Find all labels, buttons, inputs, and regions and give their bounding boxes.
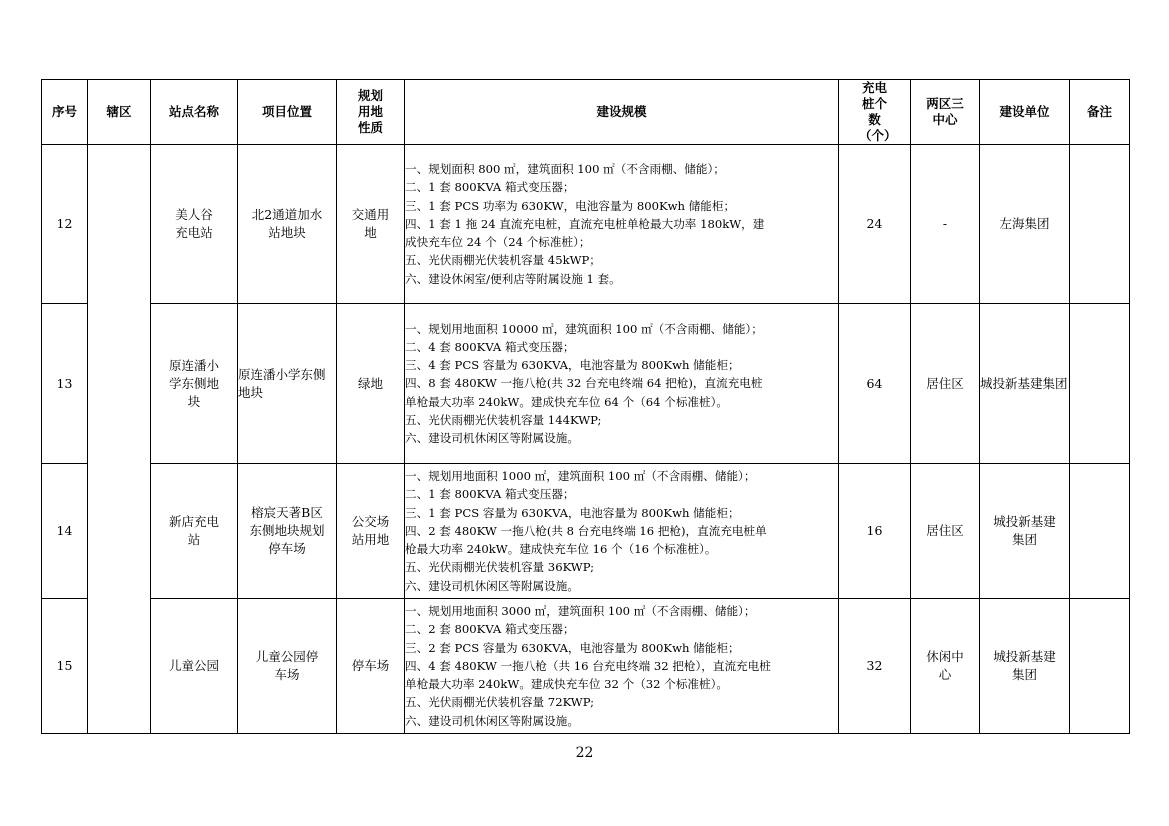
cell-piles: 64 [839, 304, 911, 464]
scale-line: 五、光伏雨棚光伏装机容量 45kWP； [405, 253, 601, 268]
cell-location: 儿童公园停车场 [238, 599, 337, 734]
cell-location: 榕宸天著B区东侧地块规划停车场 [238, 464, 337, 599]
cell-landuse: 交通用地 [337, 145, 405, 304]
scale-line: 五、光伏雨棚光伏装机容量 72KWP; [405, 695, 595, 710]
scale-line: 四、8 套 480KW 一拖八枪(共 32 台充电终端 64 把枪)，直流充电桩 [405, 376, 763, 391]
cell-seq: 13 [42, 304, 88, 464]
scale-line: 四、4 套 480KW 一拖八枪（共 16 台充电终端 32 把枪），直流充电桩 [405, 658, 771, 673]
header-scale: 建设规模 [405, 80, 839, 145]
cell-station: 原连潘小学东侧地块 [151, 304, 238, 464]
cell-remarks [1070, 599, 1130, 734]
scale-line: 六、建设休闲室/便利店等附属设施 1 套。 [405, 271, 621, 286]
scale-line: 五、光伏雨棚光伏装机容量 36KWP; [405, 560, 595, 575]
station-table [41, 79, 1130, 734]
scale-line: 六、建设司机休闲区等附属设施。 [405, 578, 579, 593]
cell-center: 居住区 [911, 304, 980, 464]
cell-remarks [1070, 304, 1130, 464]
scale-line: 成快充车位 24 个（24 个标准桩）； [405, 235, 591, 250]
scale-line: 一、规划面积 800 ㎡，建筑面积 100 ㎡（不含雨棚、储能）； [405, 162, 725, 177]
cell-scale [405, 599, 839, 734]
scale-line: 二、2 套 800KVA 箱式变压器； [405, 622, 575, 637]
scale-line: 二、4 套 800KVA 箱式变压器； [405, 339, 575, 354]
cell-district [88, 145, 151, 734]
cell-center: 休闲中心 [911, 599, 980, 734]
header-unit: 建设单位 [980, 80, 1070, 145]
table-row [42, 599, 1130, 734]
scale-line: 一、规划用地面积 1000 ㎡，建筑面积 100 ㎡（不含雨棚、储能）； [405, 469, 756, 484]
header-location: 项目位置 [238, 80, 337, 145]
cell-unit: 城投新基建集团 [980, 464, 1070, 599]
scale-line: 六、建设司机休闲区等附属设施。 [405, 713, 579, 728]
scale-line: 四、1 套 1 拖 24 直流充电桩，直流充电桩单枪最大功率 180kW，建 [405, 216, 765, 231]
cell-scale [405, 304, 839, 464]
scale-line: 三、2 套 PCS 容量为 630KVA，电池容量为 800Kwh 储能柜； [405, 640, 740, 655]
header-district: 辖区 [88, 80, 151, 145]
cell-station: 美人谷充电站 [151, 145, 238, 304]
cell-piles: 32 [839, 599, 911, 734]
cell-remarks [1070, 464, 1130, 599]
header-piles: 充电桩个数（个） [839, 80, 911, 145]
scale-line: 二、1 套 800KVA 箱式变压器； [405, 487, 575, 502]
cell-remarks [1070, 145, 1130, 304]
cell-scale [405, 145, 839, 304]
cell-seq: 14 [42, 464, 88, 599]
header-center: 两区三中心 [911, 80, 980, 145]
cell-seq: 12 [42, 145, 88, 304]
scale-line: 三、4 套 PCS 容量为 630KVA，电池容量为 800Kwh 储能柜； [405, 358, 740, 373]
scale-line: 三、1 套 PCS 功率为 630KW，电池容量为 800Kwh 储能柜； [405, 198, 736, 213]
scale-line: 三、1 套 PCS 容量为 630KVA，电池容量为 800Kwh 储能柜； [405, 505, 740, 520]
scale-line: 六、建设司机休闲区等附属设施。 [405, 431, 579, 445]
table-row [42, 145, 1130, 304]
table-row [42, 464, 1130, 599]
scale-line: 一、规划用地面积 10000 ㎡，建筑面积 100 ㎡（不含雨棚、储能）； [405, 321, 763, 336]
table-row [42, 304, 1130, 464]
header-remarks: 备注 [1070, 80, 1130, 145]
scale-line: 五、光伏雨棚光伏装机容量 144KWP; [405, 412, 602, 427]
cell-landuse: 停车场 [337, 599, 405, 734]
scale-line: 单枪最大功率 240kW。建成快充车位 32 个（32 个标准桩）。 [405, 677, 728, 692]
scale-line: 四、2 套 480KW 一拖八枪(共 8 台充电终端 16 把枪)，直流充电桩单 [405, 523, 767, 538]
cell-landuse: 绿地 [337, 304, 405, 464]
cell-piles: 16 [839, 464, 911, 599]
cell-landuse: 公交场站用地 [337, 464, 405, 599]
cell-location: 北2通道加水站地块 [238, 145, 337, 304]
header-seq: 序号 [42, 80, 88, 145]
cell-unit: 左海集团 [980, 145, 1070, 304]
cell-unit: 城投新基建集团 [980, 304, 1070, 464]
scale-line: 二、1 套 800KVA 箱式变压器； [405, 180, 575, 195]
cell-station: 儿童公园 [151, 599, 238, 734]
table-header-row [42, 80, 1130, 145]
cell-scale [405, 464, 839, 599]
header-station: 站点名称 [151, 80, 238, 145]
cell-unit: 城投新基建集团 [980, 599, 1070, 734]
header-landuse: 规划用地性质 [337, 80, 405, 145]
scale-line: 单枪最大功率 240kW。建成快充车位 64 个（64 个标准桩）。 [405, 394, 728, 409]
cell-piles: 24 [839, 145, 911, 304]
scale-line: 枪最大功率 240kW。建成快充车位 16 个（16 个标准桩）。 [405, 542, 717, 557]
cell-location: 原连潘小学东侧地块 [238, 304, 337, 464]
cell-station: 新店充电站 [151, 464, 238, 599]
page-number: 22 [575, 745, 594, 761]
cell-seq: 15 [42, 599, 88, 734]
cell-center: - [911, 145, 980, 304]
cell-center: 居住区 [911, 464, 980, 599]
scale-line: 一、规划用地面积 3000 ㎡，建筑面积 100 ㎡（不含雨棚、储能）； [405, 604, 756, 619]
